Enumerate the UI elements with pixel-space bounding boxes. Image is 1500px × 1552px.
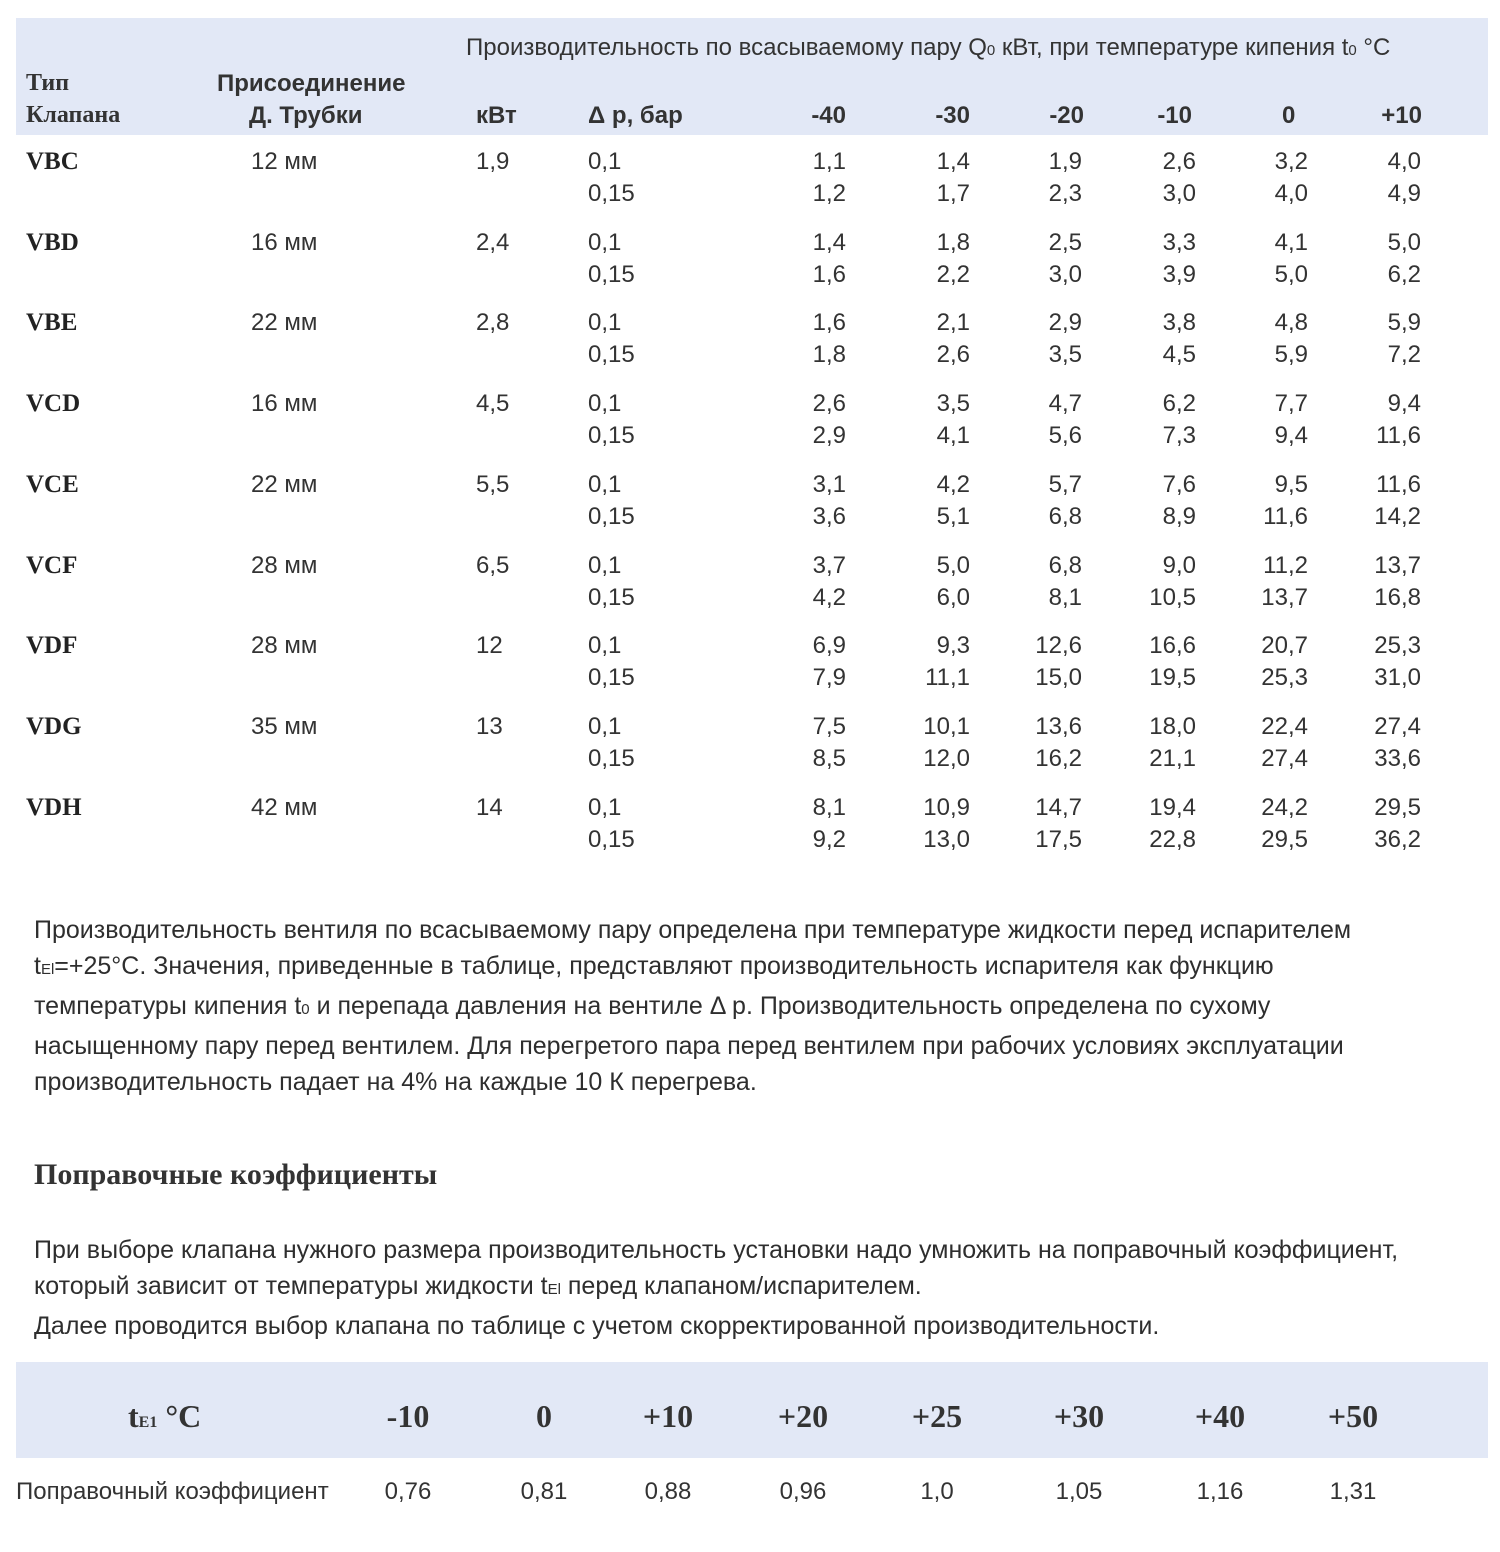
capacity-value: 1,1: [812, 148, 846, 175]
header-dp: Δ р, бар: [588, 102, 683, 129]
capacity-value: 6,8: [1048, 552, 1082, 579]
capacity-value: 4,9: [1387, 180, 1421, 207]
capacity-value: 3,0: [1162, 180, 1196, 207]
capacity-value: 22,4: [1261, 713, 1308, 740]
capacity-value: 7,6: [1162, 471, 1196, 498]
capacity-value: 3,6: [812, 503, 846, 530]
capacity-value: 6,9: [812, 632, 846, 659]
nominal-capacity: 1,9: [476, 148, 510, 175]
capacity-value: 10,1: [923, 713, 970, 740]
capacity-value: 11,6: [1376, 422, 1421, 449]
pipe-connection: 22 мм: [251, 471, 318, 498]
capacity-value: 3,5: [1048, 341, 1082, 368]
capacity-value: 10,9: [923, 794, 970, 821]
pressure-drop: 0,15: [588, 180, 635, 207]
capacity-value: 8,9: [1162, 503, 1196, 530]
capacity-value: 5,0: [936, 552, 970, 579]
correction-temp: +40: [1194, 1398, 1246, 1434]
correction-temp: -10: [386, 1398, 430, 1434]
capacity-value: 9,4: [1274, 422, 1308, 449]
capacity-value: 5,0: [1274, 261, 1308, 288]
capacity-value: 3,8: [1162, 309, 1196, 336]
capacity-value: 1,8: [812, 341, 846, 368]
nominal-capacity: 14: [476, 794, 503, 821]
capacity-value: 3,3: [1162, 229, 1196, 256]
capacity-value: 4,0: [1387, 148, 1421, 175]
valve-model: VCD: [26, 390, 81, 417]
capacity-value: 11,2: [1263, 552, 1308, 579]
capacity-value: 5,6: [1048, 422, 1082, 449]
header-conn-line1: Присоединение: [217, 70, 406, 97]
capacity-value: 7,9: [812, 664, 846, 691]
nominal-capacity: 4,5: [476, 390, 510, 417]
capacity-value: 19,5: [1149, 664, 1196, 691]
pressure-drop: 0,1: [588, 390, 622, 417]
pipe-connection: 22 мм: [251, 309, 318, 336]
valve-model: VBD: [26, 229, 79, 256]
capacity-value: 6,2: [1162, 390, 1196, 417]
capacity-value: 14,7: [1035, 794, 1082, 821]
capacity-value: 29,5: [1374, 794, 1421, 821]
capacity-value: 8,1: [1048, 584, 1082, 611]
capacity-value: 5,1: [936, 503, 970, 530]
pipe-connection: 28 мм: [251, 552, 318, 579]
pressure-drop: 0,15: [588, 341, 635, 368]
capacity-value: 1,6: [812, 261, 846, 288]
capacity-value: 10,5: [1149, 584, 1196, 611]
pressure-drop: 0,1: [588, 794, 622, 821]
capacity-value: 4,0: [1274, 180, 1308, 207]
header-temp-2: -30: [935, 102, 970, 129]
header-temp-3: -20: [1049, 102, 1084, 129]
valve-model: VBC: [26, 148, 79, 175]
capacity-value: 4,2: [936, 471, 970, 498]
capacity-value: 9,5: [1274, 471, 1308, 498]
capacity-value: 1,6: [812, 309, 846, 336]
capacity-value: 36,2: [1374, 826, 1421, 853]
capacity-value: 8,5: [812, 745, 846, 772]
capacity-value: 14,2: [1374, 503, 1421, 530]
nominal-capacity: 12: [476, 632, 503, 659]
pressure-drop: 0,1: [588, 229, 622, 256]
capacity-value: 1,4: [936, 148, 970, 175]
capacity-value: 17,5: [1035, 826, 1082, 853]
valve-model: VCF: [26, 552, 78, 579]
nominal-capacity: 6,5: [476, 552, 510, 579]
capacity-value: 16,2: [1035, 745, 1082, 772]
capacity-value: 2,1: [936, 309, 970, 336]
capacity-value: 4,7: [1048, 390, 1082, 417]
capacity-value: 31,0: [1374, 664, 1421, 691]
capacity-value: 13,6: [1035, 713, 1082, 740]
capacity-value: 5,0: [1387, 229, 1421, 256]
capacity-value: 9,0: [1162, 552, 1196, 579]
valve-model: VDF: [26, 632, 78, 659]
capacity-value: 13,0: [923, 826, 970, 853]
capacity-value: 2,6: [812, 390, 846, 417]
capacity-value: 29,5: [1261, 826, 1308, 853]
capacity-value: 3,0: [1048, 261, 1082, 288]
capacity-value: 12,0: [923, 745, 970, 772]
capacity-value: 2,5: [1048, 229, 1082, 256]
capacity-value: 1,7: [936, 180, 970, 207]
capacity-value: 2,2: [936, 261, 970, 288]
correction-temp: +50: [1327, 1398, 1379, 1434]
capacity-value: 1,8: [936, 229, 970, 256]
capacity-value: 9,2: [812, 826, 846, 853]
capacity-value: 33,6: [1374, 745, 1421, 772]
capacity-value: 9,4: [1387, 390, 1421, 417]
pipe-connection: 16 мм: [251, 229, 318, 256]
pipe-connection: 28 мм: [251, 632, 318, 659]
header-temp-4: -10: [1157, 102, 1192, 129]
capacity-value: 8,1: [812, 794, 846, 821]
capacity-value: 6,0: [936, 584, 970, 611]
correction-temp-label: tE1 °C: [128, 1398, 202, 1434]
paragraph-capacity-note: Производительность вентиля по всасываемому пару определена при температуре жидкости перед испарителем tEl=+25°C. Значения, приведенные в таблице, представляют производительность испарителя как функцию температуры кипения t0 и перепада давления на вентиле Δ р. Производительность определена по сухому насыщенному пару перед вентилем. Для перегретого пара перед вентилем при рабочих условиях эксплуатации производительность падает на 4% на каждые 10 К перегрева.: [34, 916, 1352, 1096]
capacity-value: 16,8: [1374, 584, 1421, 611]
capacity-value: 13,7: [1374, 552, 1421, 579]
pressure-drop: 0,15: [588, 745, 635, 772]
correction-factor: 1,16: [1196, 1478, 1244, 1505]
capacity-value: 11,1: [925, 664, 970, 691]
correction-factor: 1,31: [1329, 1478, 1377, 1505]
capacity-value: 3,2: [1274, 148, 1308, 175]
section-title-correction: Поправочные коэффициенты: [34, 1158, 438, 1191]
pipe-connection: 16 мм: [251, 390, 318, 417]
pipe-connection: 42 мм: [251, 794, 318, 821]
valve-model: VDG: [26, 713, 82, 740]
header-kw: кВт: [476, 102, 517, 129]
nominal-capacity: 13: [476, 713, 503, 740]
capacity-value: 22,8: [1149, 826, 1196, 853]
header-type-line2: Клапана: [26, 102, 121, 128]
capacity-value: 4,2: [812, 584, 846, 611]
capacity-value: 3,9: [1162, 261, 1196, 288]
capacity-title: Производительность по всасываемому пару Q0 кВт, при температуре кипения t0 °C: [466, 34, 1391, 61]
correction-factor: 1,05: [1055, 1478, 1103, 1505]
capacity-value: 21,1: [1149, 745, 1196, 772]
capacity-value: 19,4: [1149, 794, 1196, 821]
header-temp-6: +10: [1381, 102, 1422, 129]
capacity-value: 16,6: [1149, 632, 1196, 659]
header-conn-line2: Д. Трубки: [249, 102, 363, 129]
capacity-value: 9,3: [936, 632, 970, 659]
nominal-capacity: 5,5: [476, 471, 510, 498]
header-type-line1: Тип: [26, 70, 70, 96]
pressure-drop: 0,15: [588, 261, 635, 288]
pipe-connection: 35 мм: [251, 713, 318, 740]
capacity-value: 4,8: [1274, 309, 1308, 336]
capacity-value: 3,7: [812, 552, 846, 579]
pressure-drop: 0,1: [588, 632, 622, 659]
correction-temp: 0: [536, 1398, 552, 1434]
capacity-value: 2,6: [936, 341, 970, 368]
correction-factor: 0,96: [779, 1478, 827, 1505]
capacity-value: 13,7: [1261, 584, 1308, 611]
capacity-value: 2,9: [812, 422, 846, 449]
valve-model: VBE: [26, 309, 78, 336]
correction-factor: 0,81: [520, 1478, 568, 1505]
nominal-capacity: 2,8: [476, 309, 510, 336]
pressure-drop: 0,1: [588, 552, 622, 579]
correction-temp: +25: [911, 1398, 963, 1434]
capacity-value: 11,6: [1263, 503, 1308, 530]
capacity-value: 2,6: [1162, 148, 1196, 175]
capacity-value: 3,5: [936, 390, 970, 417]
correction-factor: 1,0: [920, 1478, 954, 1505]
capacity-value: 1,4: [812, 229, 846, 256]
capacity-value: 4,1: [1274, 229, 1308, 256]
capacity-value: 3,1: [812, 471, 846, 498]
pressure-drop: 0,15: [588, 664, 635, 691]
capacity-value: 27,4: [1261, 745, 1308, 772]
capacity-value: 24,2: [1261, 794, 1308, 821]
correction-row-label: Поправочный коэффициент: [16, 1478, 329, 1505]
pressure-drop: 0,15: [588, 826, 635, 853]
capacity-value: 6,2: [1387, 261, 1421, 288]
capacity-value: 1,2: [812, 180, 846, 207]
correction-temp: +30: [1053, 1398, 1105, 1434]
capacity-value: 20,7: [1261, 632, 1308, 659]
pressure-drop: 0,15: [588, 422, 635, 449]
pressure-drop: 0,15: [588, 503, 635, 530]
correction-factor: 0,88: [644, 1478, 692, 1505]
capacity-value: 6,8: [1048, 503, 1082, 530]
capacity-value: 7,2: [1387, 341, 1421, 368]
correction-temp: +20: [777, 1398, 829, 1434]
capacity-value: 5,7: [1048, 471, 1082, 498]
correction-temp: +10: [642, 1398, 694, 1434]
capacity-value: 2,9: [1048, 309, 1082, 336]
capacity-value: 25,3: [1261, 664, 1308, 691]
capacity-value: 7,3: [1162, 422, 1196, 449]
capacity-value: 7,5: [812, 713, 846, 740]
pressure-drop: 0,1: [588, 471, 622, 498]
pressure-drop: 0,15: [588, 584, 635, 611]
pipe-connection: 12 мм: [251, 148, 318, 175]
capacity-value: 18,0: [1149, 713, 1196, 740]
capacity-value: 4,1: [936, 422, 970, 449]
nominal-capacity: 2,4: [476, 229, 510, 256]
header-temp-5: 0: [1282, 102, 1296, 129]
correction-factor: 0,76: [384, 1478, 432, 1505]
capacity-value: 5,9: [1274, 341, 1308, 368]
capacity-value: 25,3: [1374, 632, 1421, 659]
capacity-value: 4,5: [1162, 341, 1196, 368]
capacity-value: 11,6: [1376, 471, 1421, 498]
valve-model: VDH: [26, 794, 82, 821]
valve-model: VCE: [26, 471, 79, 498]
capacity-value: 7,7: [1274, 390, 1308, 417]
capacity-value: 5,9: [1387, 309, 1421, 336]
paragraph-correction-note: При выборе клапана нужного размера производительность установки надо умножить на поправочный коэффициент, который зависит от температуры жидкости tEl перед клапаном/испарителем. Далее проводится выбор клапана по таблице с учетом скорректированной производительности.: [34, 1236, 1399, 1340]
capacity-value: 1,9: [1048, 148, 1082, 175]
pressure-drop: 0,1: [588, 713, 622, 740]
capacity-value: 12,6: [1035, 632, 1082, 659]
header-temp-1: -40: [811, 102, 846, 129]
capacity-value: 27,4: [1374, 713, 1421, 740]
capacity-value: 15,0: [1035, 664, 1082, 691]
pressure-drop: 0,1: [588, 309, 622, 336]
capacity-value: 2,3: [1048, 180, 1082, 207]
pressure-drop: 0,1: [588, 148, 622, 175]
